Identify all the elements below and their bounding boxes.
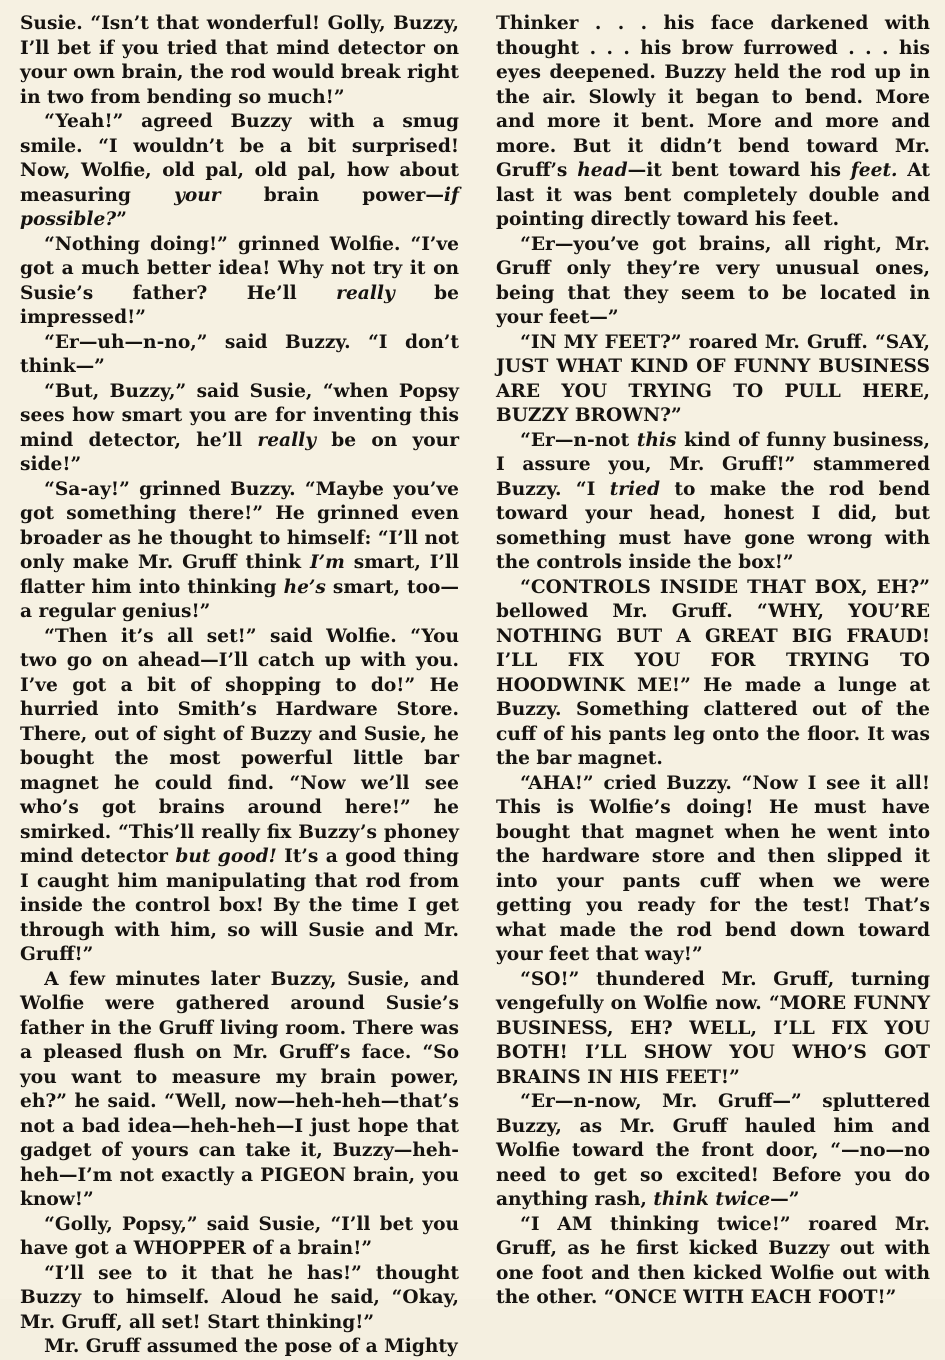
story-paragraph: A few minutes later Buzzy, Susie, and Wolfie were gathered around Susie’s father in the Gruff living room. There was a pleased flush on Mr. Gruff’s face. “So you want to measure my brain power, eh?” he said. “Well, now—heh-heh—that’s not a bad idea—heh-heh—I just hope that gadget of yours can take it, Buzzy—heh-heh—I’m not exactly a PIGEON brain, you know!” bbox=[20, 968, 459, 1210]
story-paragraph: Mr. Gruff assumed the pose of a Mighty bbox=[44, 1336, 458, 1357]
story-paragraph: “SO!” thundered Mr. Gruff, turning vengefully on Wolfie now. “MORE FUNNY BUSINESS, EH? WELL, I’LL FIX YOU BOTH! I’LL SHOW YOU WHO’S GOT BRAINS IN HIS FEET!” bbox=[496, 968, 930, 1088]
story-paragraph: “Nothing doing!” grinned Wolfie. “I’ve got a much better idea! Why not try it on Susie’s father? He’ll really be impressed!” bbox=[20, 233, 460, 328]
story-paragraph: “But, Buzzy,” said Susie, “when Popsy sees how smart you are for inventing this mind detector, he’ll really be on your side!” bbox=[20, 380, 459, 475]
story-paragraph: “Yeah!” agreed Buzzy with a smug smile. “I wouldn’t be a bit surprised! Now, Wolfie, old pal, old pal, how about measuring your brain power—if possible?” bbox=[20, 111, 459, 230]
story-paragraph: “AHA!” cried Buzzy. “Now I see it all! This is Wolfie’s doing! He must have bought that magnet when he went into the hardware store and then slipped it into your pants cuff when we were getting you ready for the test! That’s what made the rod bend down toward your feet that way!” bbox=[496, 772, 930, 965]
story-paragraph: “IN MY FEET?” roared Mr. Gruff. “SAY, JUST WHAT KIND OF FUNNY BUSINESS ARE YOU TRYING TO PULL HERE, BUZZY BROWN?” bbox=[496, 331, 930, 426]
story-paragraph: “Golly, Popsy,” said Susie, “I’ll bet you have got a WHOPPER of a brain!” bbox=[20, 1213, 459, 1259]
story-paragraph: “Er—uh—n-no,” said Buzzy. “I don’t think—” bbox=[20, 331, 459, 377]
left-text-column bbox=[20, 12, 460, 1357]
story-paragraph: “CONTROLS INSIDE THAT BOX, EH?” bellowed Mr. Gruff. “WHY, YOU’RE NOTHING BUT A GREAT BIG FRAUD! I’LL FIX YOU FOR TRYING TO HOODWINK ME!” He made a lunge at Buzzy. Something clattered out of the cuff of his pants leg onto the floor. It was the bar magnet. bbox=[496, 576, 930, 769]
continued-paragraph: Thinker . . . his face darkened with thought . . . his brow furrowed . . . his eyes deepened. Buzzy held the rod up in the air. Slowly it began to bend. More and more it bent. More and more and more. But it didn’t bend toward Mr. Gruff’s head—it bent toward his feet. At last it was bent completely double and pointing directly toward his feet. bbox=[496, 13, 930, 230]
story-paragraph: “Er—you’ve got brains, all right, Mr. Gruff only they’re very unusual ones, being that they seem to be located in your feet—” bbox=[496, 233, 930, 328]
story-paragraph: “Then it’s all set!” said Wolfie. “You two go on ahead—I’ll catch up with you. I’ve got a bit of shopping to do!” He hurried into Smith’s Hardware Store. There, out of sight of Buzzy and Susie, he bought the most powerful little bar magnet he could find. “Now we’ll see who’s got brains around here!” he smirked. “This’ll really fix Buzzy’s phoney mind detector but good! It’s a good thing I caught him manipulating that rod from inside the control box! By the time I get through with him, so will Susie and Mr. Gruff!” bbox=[20, 625, 459, 965]
story-paragraph: “I AM thinking twice!” roared Mr. Gruff, as he first kicked Buzzy out with one foot and then kicked Wolfie out with the other. “ONCE WITH EACH FOOT!” bbox=[496, 1213, 930, 1308]
story-paragraph: “Er—n-now, Mr. Gruff—” spluttered Buzzy, as Mr. Gruff hauled him and Wolfie toward the front door, “—no—no need to get so excited! Before you do anything rash, think twice—” bbox=[496, 1091, 930, 1210]
story-paragraph: “Sa-ay!” grinned Buzzy. “Maybe you’ve got something there!” He grinned even broader as he thought to himself: “I’ll not only make Mr. Gruff think I’m smart, I’ll flatter him into thinking he’s smart, too—a regular genius!” bbox=[20, 478, 460, 622]
story-paragraph: “Er—n-not this kind of funny business, I assure you, Mr. Gruff!” stammered Buzzy. “I tried to make the rod bend toward your head, honest I did, but something must have gone wrong with the controls inside the box!” bbox=[496, 429, 930, 573]
continued-paragraph: Susie. “Isn’t that wonderful! Golly, Buzzy, I’ll bet if you tried that mind detector on your own brain, the rod would break right in two from bending so much!” bbox=[20, 13, 459, 108]
story-paragraph: “I’ll see to it that he has!” thought Buzzy to himself. Aloud he said, “Okay, Mr. Gruff, all set! Start thinking!” bbox=[20, 1262, 459, 1333]
right-text-column bbox=[496, 12, 930, 1308]
